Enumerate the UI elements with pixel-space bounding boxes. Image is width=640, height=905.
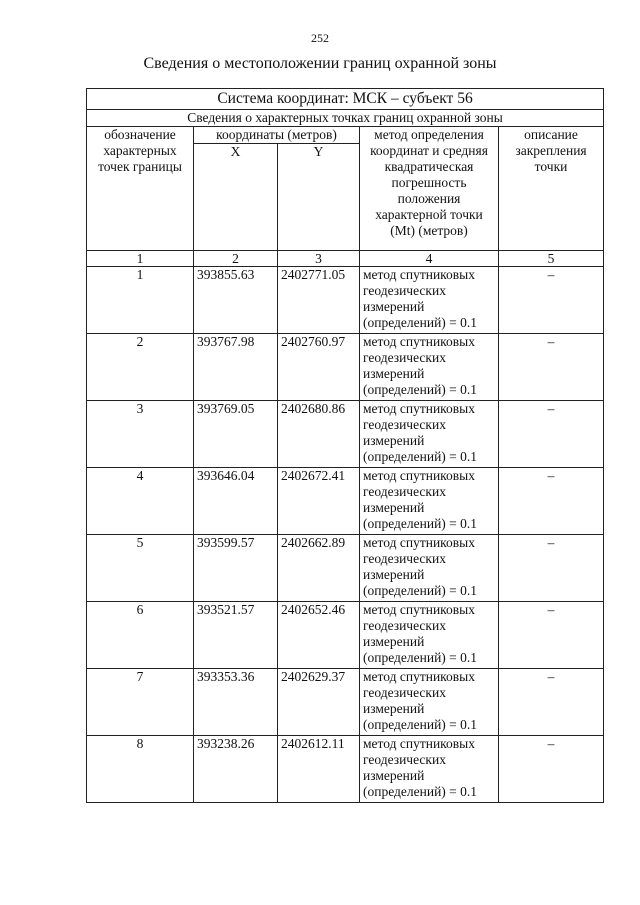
coordinate-system-title: Система координат: МСК – субъект 56: [87, 89, 604, 110]
coordinate-y: 2402629.37: [278, 669, 360, 736]
point-designation: 6: [87, 602, 194, 669]
column-number: 2: [194, 251, 278, 267]
page-number: 252: [311, 31, 329, 45]
determination-method: метод спутниковых геодезических измерений (определений) = 0.1: [360, 267, 499, 334]
point-designation: 4: [87, 468, 194, 535]
column-number: 4: [360, 251, 499, 267]
coordinate-x: 393646.04: [194, 468, 278, 535]
fixation-description: –: [499, 267, 604, 334]
fixation-description: –: [499, 602, 604, 669]
determination-method: метод спутниковых геодезических измерений (определений) = 0.1: [360, 401, 499, 468]
coordinate-y: 2402771.05: [278, 267, 360, 334]
point-designation: 5: [87, 535, 194, 602]
table-row: [87, 334, 604, 401]
table-row: [87, 669, 604, 736]
fixation-description: –: [499, 669, 604, 736]
system-row: [87, 89, 604, 110]
header-method: метод определения координат и средняя квадратическая погрешность положения характерной точки (Mt) (метров): [360, 127, 499, 251]
coordinate-y: 2402672.41: [278, 468, 360, 535]
coordinate-x: 393599.57: [194, 535, 278, 602]
point-designation: 7: [87, 669, 194, 736]
coordinate-x: 393855.63: [194, 267, 278, 334]
point-designation: 1: [87, 267, 194, 334]
header-designation: обозначение характерных точек границы: [87, 127, 194, 251]
coordinate-x: 393769.05: [194, 401, 278, 468]
determination-method: метод спутниковых геодезических измерений (определений) = 0.1: [360, 535, 499, 602]
table-row: [87, 401, 604, 468]
point-designation: 2: [87, 334, 194, 401]
header-coordinates: координаты (метров): [194, 127, 360, 144]
coordinate-y: 2402680.86: [278, 401, 360, 468]
page-title: Сведения о местоположении границ охранной зоны: [143, 55, 497, 72]
determination-method: метод спутниковых геодезических измерений (определений) = 0.1: [360, 736, 499, 803]
column-number: 3: [278, 251, 360, 267]
coordinate-x: 393767.98: [194, 334, 278, 401]
table-row: [87, 602, 604, 669]
fixation-description: –: [499, 401, 604, 468]
table-row: [87, 267, 604, 334]
coordinate-y: 2402760.97: [278, 334, 360, 401]
coordinate-x: 393238.26: [194, 736, 278, 803]
determination-method: метод спутниковых геодезических измерений (определений) = 0.1: [360, 468, 499, 535]
table-row: [87, 736, 604, 803]
coordinate-y: 2402612.11: [278, 736, 360, 803]
header-row: [87, 127, 604, 144]
fixation-description: –: [499, 535, 604, 602]
column-number: 1: [87, 251, 194, 267]
section-row: [87, 110, 604, 127]
determination-method: метод спутниковых геодезических измерений (определений) = 0.1: [360, 602, 499, 669]
column-number: 5: [499, 251, 604, 267]
section-title: Сведения о характерных точках границ охранной зоны: [87, 110, 604, 127]
determination-method: метод спутниковых геодезических измерений (определений) = 0.1: [360, 334, 499, 401]
header-description: описание закрепления точки: [499, 127, 604, 251]
column-number-row: [87, 251, 604, 267]
fixation-description: –: [499, 468, 604, 535]
table-row: [87, 535, 604, 602]
header-x: X: [194, 144, 278, 251]
header-y: Y: [278, 144, 360, 251]
point-designation: 3: [87, 401, 194, 468]
determination-method: метод спутниковых геодезических измерений (определений) = 0.1: [360, 669, 499, 736]
fixation-description: –: [499, 334, 604, 401]
coordinate-x: 393353.36: [194, 669, 278, 736]
coordinate-x: 393521.57: [194, 602, 278, 669]
coordinates-table: [86, 88, 604, 803]
point-designation: 8: [87, 736, 194, 803]
fixation-description: –: [499, 736, 604, 803]
coordinate-y: 2402652.46: [278, 602, 360, 669]
coordinate-y: 2402662.89: [278, 535, 360, 602]
table-row: [87, 468, 604, 535]
